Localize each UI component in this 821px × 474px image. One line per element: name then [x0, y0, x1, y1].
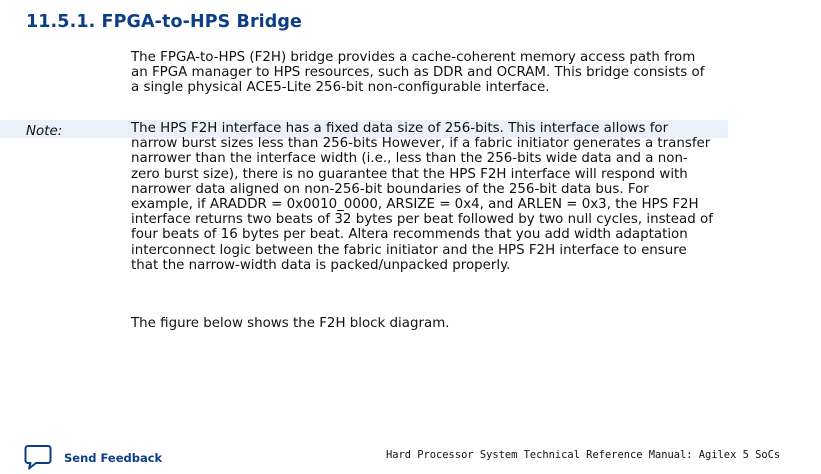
section-heading: 11.5.1. FPGA-to-HPS Bridge [26, 12, 303, 32]
note-line: The HPS F2H interface has a fixed data size of 256-bits. This interface allows for [131, 121, 669, 136]
note-line: four beats of 16 bytes per beat. Altera recommends that you add width adaptation [131, 227, 688, 243]
send-feedback-link[interactable]: Send Feedback [64, 451, 163, 465]
note-label: Note: [26, 124, 63, 139]
note-line: example, if ARADDR = 0x0010_0000, ARSIZE = 0x4, and ARLEN = 0x3, the HPS F2H [131, 197, 699, 213]
intro-line: The FPGA-to-HPS (F2H) bridge provides a cache-coherent memory access path from [131, 50, 696, 65]
figure-reference-text: The figure below shows the F2H block diagram. [131, 316, 450, 331]
note-line: narrower than the interface width (i.e., less than the 256-bits wide data and a non- [131, 151, 688, 167]
intro-line: a single physical ACE5-Lite 256-bit non-configurable interface. [131, 80, 550, 96]
figure-reference [131, 316, 781, 331]
note-line: zero burst size), there is no guarantee that the HPS F2H interface will respond with [131, 166, 688, 182]
note-line: narrow burst sizes less than 256-bits However, if a fabric initiator generates a transfer [131, 136, 711, 152]
note-line: interface returns two beats of 32 bytes per beat followed by two null cycles, instead of [131, 212, 713, 228]
speech-bubble-icon[interactable] [24, 443, 52, 471]
note-line: that the narrow-width data is packed/unpacked properly. [131, 257, 511, 273]
manual-title: Hard Processor System Technical Reference Manual: Agilex 5 SoCs [386, 449, 781, 461]
intro-line: an FPGA manager to HPS resources, such as DDR and OCRAM. This bridge consists of [131, 65, 705, 81]
note-line: interconnect logic between the fabric initiator and the HPS F2H interface to ensure [131, 242, 687, 258]
note-line: narrower data aligned on non-256-bit boundaries of the 256-bit data bus. For [131, 181, 649, 197]
intro-paragraph [131, 50, 781, 96]
note-paragraph [131, 121, 781, 273]
